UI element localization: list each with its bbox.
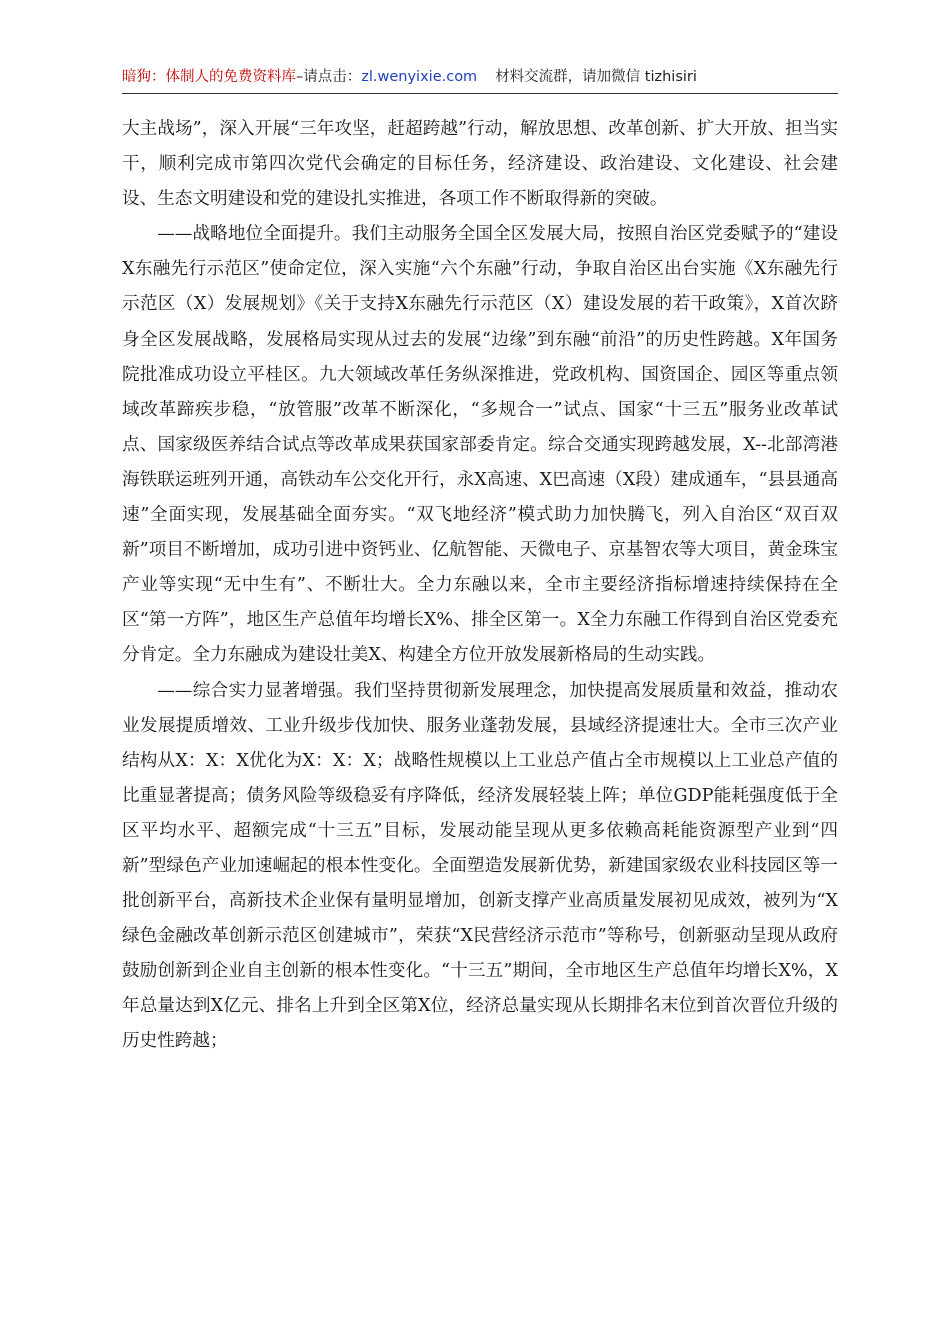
paragraph-overall-strength: ——综合实力显著增强。我们坚持贯彻新发展理念，加快提高发展质量和效益，推动农业发展提质增效、工业升级步伐加快、服务业蓬勃发展，县域经济提速壮大。全市三次产业结构从X：X：X优化为X：X：X；战略性规模以上工业总产值占全市规模以上工业总产值的比重显著提高；债务风险等级稳妥有序降低，经济发展轻装上阵；单位GDP能耗强度低于全区平均水平、超额完成“十三五”目标，发展动能呈现从更多依赖高耗能资源型产业到“四新”型绿色产业加速崛起的根本性变化。全面塑造发展新优势，新建国家级农业科技园区等一批创新平台，高新技术企业保有量明显增加，创新支撑产业高质量发展初见成效，被列为“X绿色金融改革创新示范区创建城市”，荣获“X民营经济示范市”等称号，创新驱动呈现从政府鼓励创新到企业自主创新的根本性变化。“十三五”期间，全市地区生产总值年均增长X%，X年总量达到X亿元、排名上升到全区第X位，经济总量实现从长期排名末位到首次晋位升级的历史性跨越； — [122, 680, 838, 1052]
header-divider — [122, 93, 838, 94]
header-contact: 材料交流群，请加微信 tizhisiri — [495, 69, 697, 85]
header-link[interactable]: zl.wenyixie.com — [361, 69, 478, 85]
document-body — [122, 112, 838, 1060]
header-click-text: –请点击： — [296, 69, 362, 85]
page-header — [122, 66, 838, 88]
paragraph-continued: 大主战场”，深入开展“三年攻坚，赶超跨越”行动，解放思想、改革创新、扩大开放、担当实干，顺利完成市第四次党代会确定的目标任务，经济建设、政治建设、文化建设、社会建设、生态文明建设和党的建设扎实推进，各项工作不断取得新的突破。 — [122, 119, 838, 210]
header-brand: 暗狗：体制人的免费资料库 — [122, 69, 296, 85]
paragraph-strategic-position: ——战略地位全面提升。我们主动服务全国全区发展大局，按照自治区党委赋予的“建设X东融先行示范区”使命定位，深入实施“六个东融”行动，争取自治区出台实施《X东融先行示范区（X）发展规划》《关于支持X东融先行示范区（X）建设发展的若干政策》，X首次跻身全区发展战略，发展格局实现从过去的发展“边缘”到东融“前沿”的历史性跨越。X年国务院批准成功设立平桂区。九大领域改革任务纵深推进，党政机构、国资国企、园区等重点领域改革蹄疾步稳，“放管服”改革不断深化，“多规合一”试点、国家“十三五”服务业改革试点、国家级医养结合试点等改革成果获国家部委肯定。综合交通实现跨越发展，X--北部湾港海铁联运班列开通，高铁动车公交化开行，永X高速、X巴高速（X段）建成通车，“县县通高速”全面实现，发展基础全面夯实。“双飞地经济”模式助力加快腾飞，列入自治区“双百双新”项目不断增加，成功引进中资钙业、亿航智能、天微电子、京基智农等大项目，黄金珠宝产业等实现“无中生有”、不断壮大。全力东融以来，全市主要经济指标增速持续保持在全区“第一方阵”，地区生产总值年均增长X%、排全区第一。X全力东融工作得到自治区党委充分肯定。全力东融成为建设壮美X、构建全方位开放发展新格局的生动实践。 — [122, 224, 838, 666]
